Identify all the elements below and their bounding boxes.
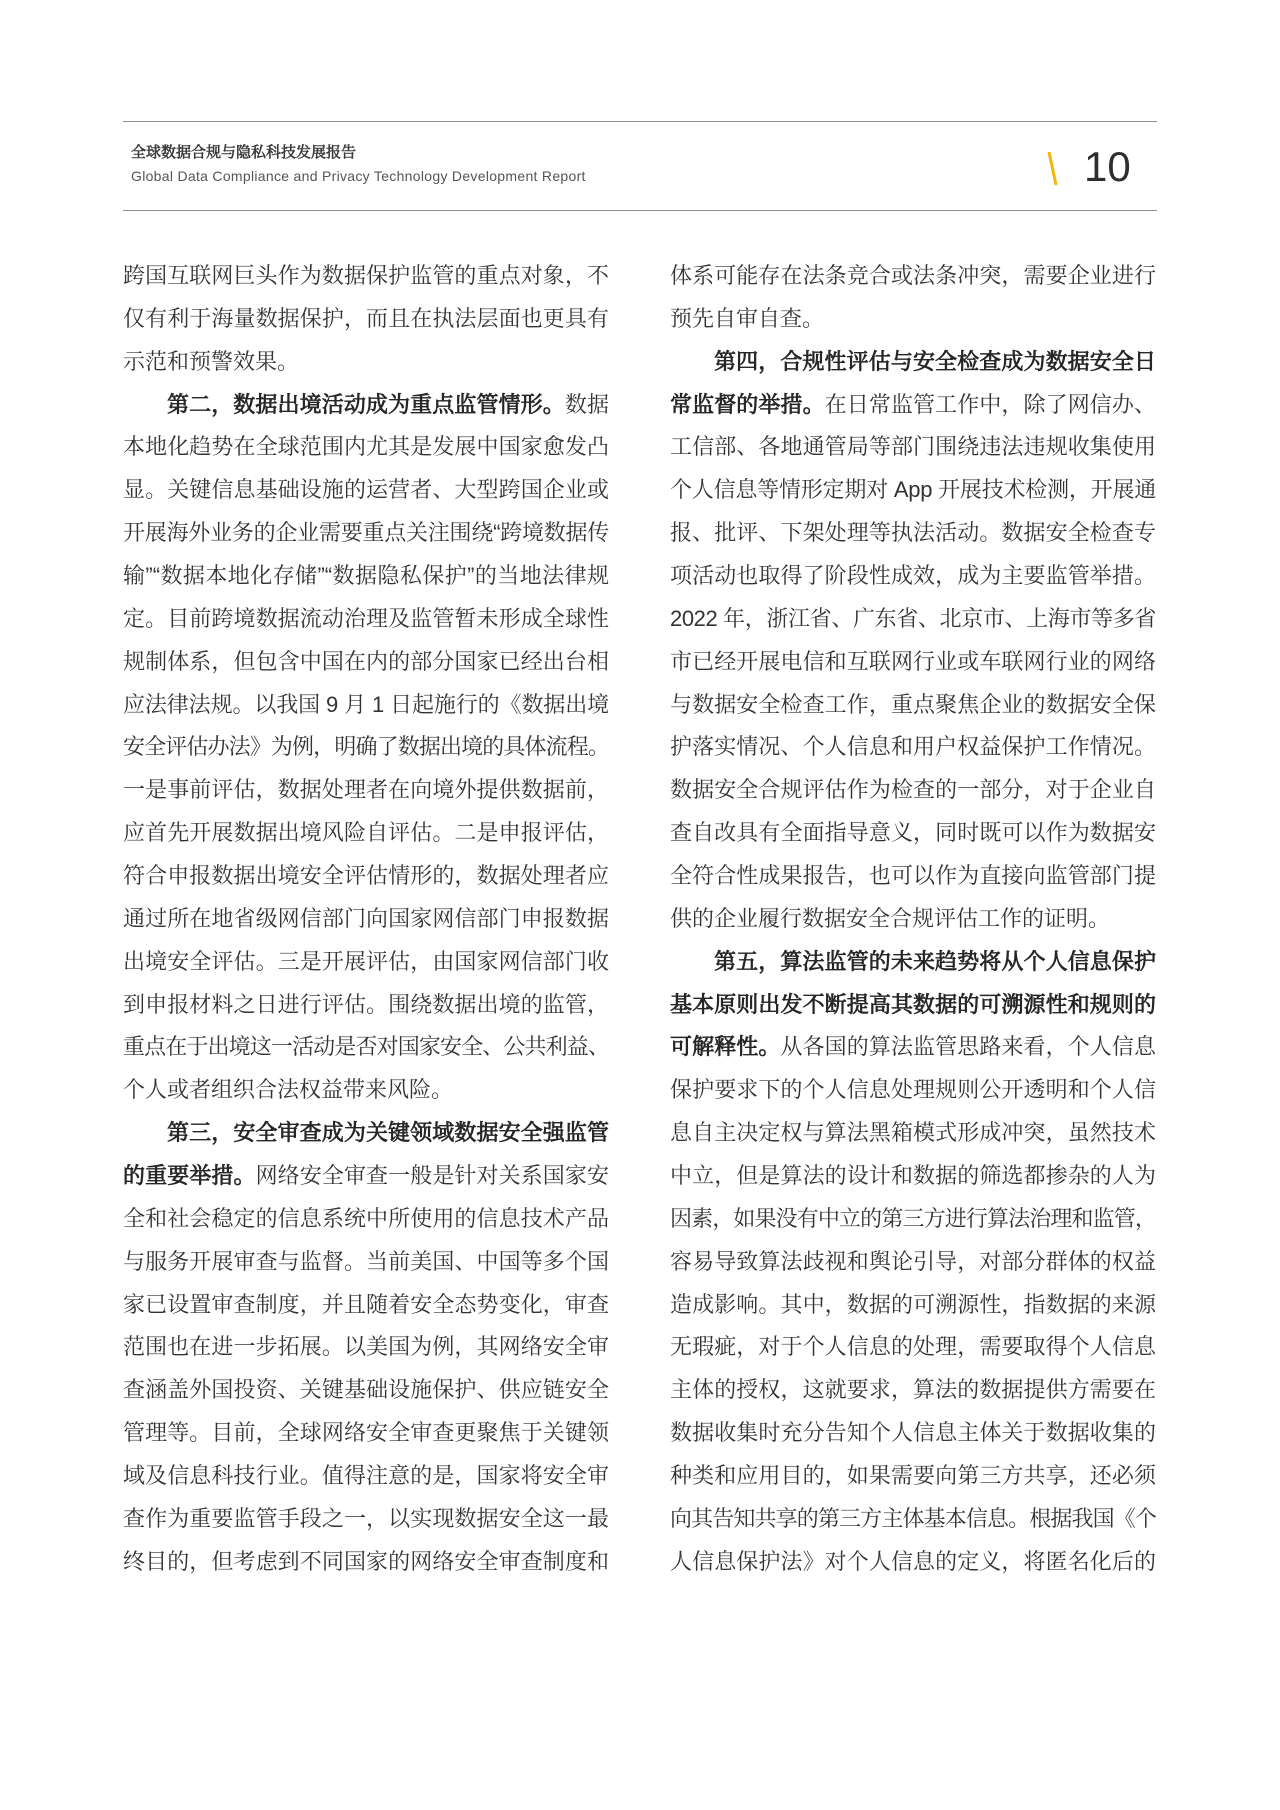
bold-lead-in: 的重要举措。	[123, 1163, 256, 1189]
text-line-content	[123, 1163, 609, 1188]
text-line-content	[714, 349, 1156, 374]
text-run: 在日常监管工作中，除了网信办、	[824, 391, 1156, 417]
text-line-content	[123, 1292, 609, 1317]
bold-lead-in: 基本原则出发不断提高其数据的可溯源性和规则的	[670, 991, 1156, 1017]
text-line-content	[123, 563, 609, 588]
text-line-content	[123, 349, 299, 374]
text-run: 终目的，但考虑到不同国家的网络安全审查制度和	[123, 1548, 609, 1574]
text-line-content	[123, 1034, 609, 1059]
text-run: 体系可能存在法条竞合或法条冲突，需要企业进行	[670, 263, 1156, 288]
text-line	[670, 298, 1156, 341]
text-line	[670, 384, 1156, 427]
text-run: 造成影响。其中，数据的可溯源性，指数据的来源	[670, 1291, 1156, 1317]
text-run: 无瑕疵，对于个人信息的处理，需要取得个人信息	[670, 1334, 1156, 1360]
text-line	[123, 684, 609, 727]
text-run: 显。关键信息基础设施的运营者、大型跨国企业或	[123, 477, 609, 503]
text-run: 与数据安全检查工作，重点聚焦企业的数据安全保	[670, 691, 1156, 717]
text-run: 主体的授权，这就要求，算法的数据提供方需要在	[670, 1377, 1156, 1403]
text-line	[123, 1198, 609, 1241]
text-run: 域及信息科技行业。值得注意的是，国家将安全审	[123, 1463, 609, 1489]
text-line	[670, 684, 1156, 727]
text-run: 个人信息等情形定期对 App 开展技术检测，开展通	[670, 477, 1156, 503]
text-line	[123, 255, 609, 298]
text-line	[123, 1455, 609, 1498]
text-run: 数据	[564, 391, 609, 417]
text-run: 2022 年，浙江省、广东省、北京市、上海市等多省	[670, 605, 1156, 631]
text-line-content	[123, 863, 609, 888]
text-line	[670, 812, 1156, 855]
text-line-content	[123, 1463, 609, 1488]
text-line-content	[167, 392, 609, 417]
text-line-content	[123, 1077, 453, 1102]
text-line-content	[670, 1249, 1156, 1274]
text-line-content	[123, 949, 609, 974]
text-run: 数据收集时充分告知个人信息主体关于数据收集的	[670, 1420, 1156, 1446]
text-run: 因素，如果没有中立的第三方进行算法治理和监管，	[670, 1205, 1156, 1231]
text-line-content	[123, 906, 609, 931]
text-run: 安全评估办法》为例，明确了数据出境的具体流程。	[123, 734, 609, 760]
text-line	[123, 1326, 609, 1369]
text-run: 输”“数据本地化存储”“数据隐私保护”的当地法律规	[123, 563, 609, 589]
text-line-content	[123, 1334, 609, 1359]
text-line-content	[670, 1506, 1156, 1531]
text-run: 保护要求下的个人信息处理规则公开透明和个人信	[670, 1077, 1156, 1103]
header-top-rule	[123, 121, 1157, 122]
text-line-content	[670, 692, 1156, 717]
text-line-content	[670, 992, 1156, 1017]
text-run: 管理等。目前，全球网络安全审查更聚焦于关键领	[123, 1420, 609, 1446]
text-line-content	[123, 477, 609, 502]
page-number: 10	[1084, 143, 1131, 190]
text-run: 人信息保护法》对个人信息的定义，将匿名化后的	[670, 1548, 1156, 1574]
text-run: 查涵盖外国投资、关键基础设施保护、供应链安全	[123, 1377, 609, 1403]
text-line-content	[670, 1377, 1156, 1402]
text-line-content	[670, 777, 1156, 802]
text-line-content	[123, 1549, 609, 1574]
text-run: 示范和预警效果。	[123, 348, 300, 374]
text-run: 报、批评、下架处理等执法活动。数据安全检查专	[670, 520, 1156, 546]
text-run: 项活动也取得了阶段性成效，成为主要监管举措。	[670, 563, 1156, 589]
bold-lead-in: 第四，合规性评估与安全检查成为数据安全日	[714, 348, 1156, 374]
text-line	[123, 641, 609, 684]
text-line-content	[670, 1034, 1156, 1059]
text-line	[670, 426, 1156, 469]
text-line	[670, 1412, 1156, 1455]
right-column	[670, 255, 1156, 1584]
text-run: 种类和应用目的，如果需要向第三方共享，还必须	[670, 1463, 1156, 1489]
text-run: 跨国互联网巨头作为数据保护监管的重点对象，不	[123, 263, 609, 288]
text-line-content	[123, 434, 609, 459]
text-line	[670, 1284, 1156, 1327]
paragraph	[670, 941, 1156, 1584]
text-line	[670, 1369, 1156, 1412]
text-line	[670, 1455, 1156, 1498]
text-line	[670, 726, 1156, 769]
text-run: 个人或者组织合法权益带来风险。	[123, 1077, 454, 1103]
text-line	[670, 469, 1156, 512]
text-line	[123, 1541, 609, 1584]
text-line	[123, 984, 609, 1027]
text-line-content	[714, 949, 1156, 974]
text-line-content	[670, 906, 1110, 931]
text-run: 定。目前跨境数据流动治理及监管暂未形成全球性	[123, 605, 609, 631]
text-run: 查作为重要监管手段之一，以实现数据安全这一最	[123, 1505, 609, 1531]
text-line-content	[670, 1206, 1156, 1231]
text-line-content	[670, 392, 1156, 417]
text-line	[123, 1112, 609, 1155]
bold-lead-in: 常监督的举措。	[670, 391, 825, 417]
text-line-content	[670, 306, 824, 331]
text-run: 工信部、各地通管局等部门围绕违法违规收集使用	[670, 434, 1156, 460]
text-line-content	[123, 692, 609, 717]
text-run: 向其告知共享的第三方主体基本信息。根据我国《个	[670, 1505, 1156, 1531]
text-line-content	[123, 520, 609, 545]
text-line-content	[670, 477, 1156, 502]
bold-lead-in: 可解释性。	[670, 1034, 781, 1060]
text-line-content	[167, 1120, 609, 1145]
text-line-content	[123, 263, 609, 288]
text-line-content	[670, 863, 1156, 888]
accent-slash-stroke	[1049, 152, 1056, 185]
text-line	[123, 1412, 609, 1455]
text-run: 应首先开展数据出境风险自评估。二是申报评估，	[123, 820, 609, 846]
text-line	[670, 1541, 1156, 1584]
bold-lead-in: 第五，算法监管的未来趋势将从个人信息保护	[714, 948, 1156, 974]
text-run: 重点在于出境这一活动是否对国家安全、公共利益、	[123, 1034, 609, 1060]
text-line	[123, 1284, 609, 1327]
text-line-content	[670, 1120, 1156, 1145]
text-line-content	[123, 1249, 609, 1274]
text-line	[670, 1498, 1156, 1541]
text-line-content	[670, 1549, 1156, 1574]
text-line	[670, 1198, 1156, 1241]
text-line-content	[670, 606, 1156, 631]
text-line-content	[123, 777, 609, 802]
text-run: 规制体系，但包含中国在内的部分国家已经出台相	[123, 648, 609, 674]
text-line	[123, 726, 609, 769]
text-line	[123, 812, 609, 855]
text-run: 容易导致算法歧视和舆论引导，对部分群体的权益	[670, 1248, 1156, 1274]
text-line	[123, 898, 609, 941]
text-line-content	[123, 1420, 609, 1445]
text-run: 中立，但是算法的设计和数据的筛选都掺杂的人为	[670, 1163, 1156, 1189]
text-run: 符合申报数据出境安全评估情形的，数据处理者应	[123, 863, 609, 889]
text-line-content	[123, 649, 609, 674]
text-line	[670, 1155, 1156, 1198]
text-line-content	[123, 734, 609, 759]
report-title-english: Global Data Compliance and Privacy Technology Development Report	[131, 168, 586, 184]
text-line	[123, 341, 609, 384]
text-line	[123, 1498, 609, 1541]
text-line	[123, 384, 609, 427]
text-run: 一是事前评估，数据处理者在向境外提供数据前，	[123, 777, 609, 803]
text-line	[670, 512, 1156, 555]
left-column	[123, 255, 609, 1584]
text-run: 预先自审自查。	[670, 305, 825, 331]
text-run: 从各国的算法监管思路来看，个人信息	[780, 1034, 1156, 1060]
text-line	[123, 855, 609, 898]
text-line-content	[670, 820, 1156, 845]
header-bottom-rule	[123, 210, 1157, 211]
text-line	[123, 512, 609, 555]
text-line	[123, 298, 609, 341]
text-run: 仅有利于海量数据保护，而且在执法层面也更具有	[123, 305, 609, 331]
text-line	[123, 1026, 609, 1069]
text-line-content	[123, 992, 609, 1017]
text-line	[670, 598, 1156, 641]
text-run: 全和社会稳定的信息系统中所使用的信息技术产品	[123, 1205, 609, 1231]
text-run: 数据安全合规评估作为检查的一部分，对于企业自	[670, 777, 1156, 803]
text-line	[123, 1369, 609, 1412]
text-line	[670, 898, 1156, 941]
text-run: 供的企业履行数据安全合规评估工作的证明。	[670, 905, 1111, 931]
text-line-content	[670, 1334, 1156, 1359]
text-line	[123, 426, 609, 469]
paragraph	[123, 1112, 609, 1583]
text-line-content	[123, 1506, 609, 1531]
text-run: 开展海外业务的企业需要重点关注围绕“跨境数据传	[123, 520, 609, 546]
text-line-content	[670, 649, 1156, 674]
paragraph	[123, 255, 609, 384]
text-line-content	[123, 606, 609, 631]
text-line	[670, 255, 1156, 298]
text-line-content	[670, 1463, 1156, 1488]
text-line-content	[670, 734, 1156, 759]
accent-slash-icon	[1045, 150, 1061, 188]
text-line-content	[670, 1292, 1156, 1317]
text-line	[670, 1112, 1156, 1155]
text-line	[670, 1026, 1156, 1069]
text-run: 全符合性成果报告，也可以作为直接向监管部门提	[670, 863, 1156, 889]
text-run: 本地化趋势在全球范围内尤其是发展中国家愈发凸	[123, 434, 609, 460]
text-line	[670, 641, 1156, 684]
text-line-content	[123, 820, 609, 845]
text-run: 市已经开展电信和互联网行业或车联网行业的网络	[670, 648, 1156, 674]
text-line	[123, 598, 609, 641]
text-run: 护落实情况、个人信息和用户权益保护工作情况。	[670, 734, 1156, 760]
text-run: 范围也在进一步拓展。以美国为例，其网络安全审	[123, 1334, 609, 1360]
text-line	[670, 855, 1156, 898]
paragraph	[670, 341, 1156, 941]
text-run: 网络安全审查一般是针对关系国家安	[255, 1163, 609, 1189]
text-line	[670, 341, 1156, 384]
text-line	[123, 941, 609, 984]
text-line	[123, 769, 609, 812]
paragraph	[670, 255, 1156, 341]
text-line-content	[670, 434, 1156, 459]
text-line	[123, 1069, 609, 1112]
text-run: 出境安全评估。三是开展评估，由国家网信部门收	[123, 948, 609, 974]
text-line-content	[670, 563, 1156, 588]
text-line	[670, 1069, 1156, 1112]
text-line	[670, 769, 1156, 812]
text-line	[670, 1241, 1156, 1284]
paragraph	[123, 384, 609, 1113]
bold-lead-in: 第二，数据出境活动成为重点监管情形。	[167, 391, 565, 417]
text-line-content	[123, 1206, 609, 1231]
text-line	[123, 469, 609, 512]
text-line	[670, 555, 1156, 598]
text-line	[670, 984, 1156, 1027]
text-line-content	[670, 520, 1156, 545]
text-run: 通过所在地省级网信部门向国家网信部门申报数据	[123, 905, 609, 931]
text-run: 与服务开展审查与监督。当前美国、中国等多个国	[123, 1248, 609, 1274]
text-run: 息自主决定权与算法黑箱模式形成冲突，虽然技术	[670, 1120, 1156, 1146]
report-title-chinese: 全球数据合规与隐私科技发展报告	[131, 144, 357, 161]
text-run: 应法律法规。以我国 9 月 1 日起施行的《数据出境	[123, 691, 609, 717]
bold-lead-in: 第三，安全审查成为关键领域数据安全强监管	[167, 1120, 609, 1146]
text-line	[123, 1241, 609, 1284]
text-line-content	[670, 1077, 1156, 1102]
text-run: 到申报材料之日进行评估。围绕数据出境的监管，	[123, 991, 609, 1017]
text-run: 家已设置审查制度，并且随着安全态势变化，审查	[123, 1291, 609, 1317]
text-run: 查自改具有全面指导意义，同时既可以作为数据安	[670, 820, 1156, 846]
text-line	[670, 1326, 1156, 1369]
text-line-content	[123, 306, 609, 331]
text-line-content	[670, 1163, 1156, 1188]
text-line-content	[123, 1377, 609, 1402]
text-line-content	[670, 1420, 1156, 1445]
text-line	[670, 941, 1156, 984]
text-line	[123, 555, 609, 598]
text-line-content	[670, 263, 1156, 288]
text-line	[123, 1155, 609, 1198]
